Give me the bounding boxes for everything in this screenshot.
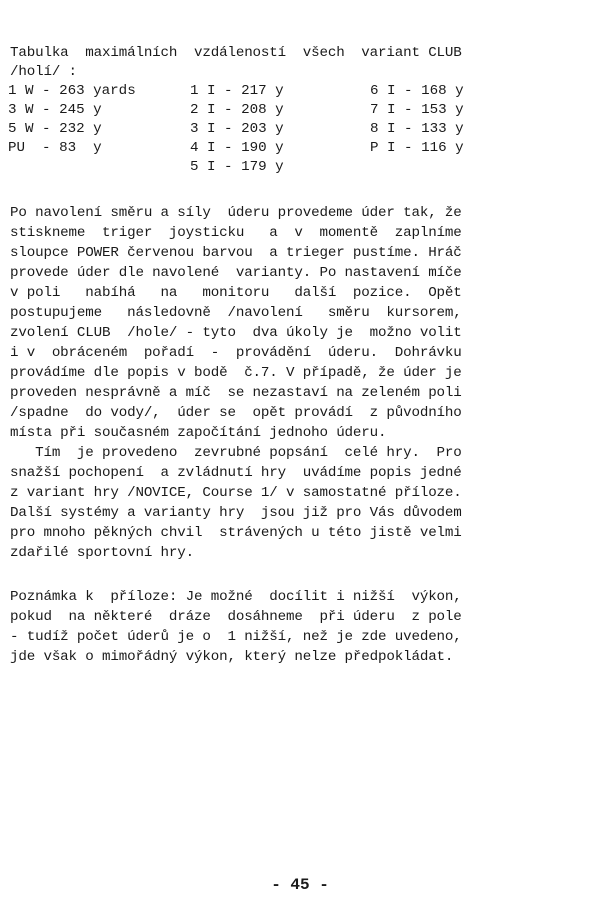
text-line: pro mnoho pěkných chvil strávených u této jistě velmi — [10, 525, 462, 541]
table-cell: 6 I - 168 y — [370, 83, 464, 99]
text-line: provádíme dle popis v bodě č.7. V případě, že úder je — [10, 365, 462, 381]
table-cell: P I - 116 y — [370, 140, 464, 156]
text-line: zdařilé sportovní hry. — [10, 545, 195, 561]
text-line: v poli nabíhá na monitoru další pozice. Opět — [10, 285, 462, 301]
page-number: - 45 - — [271, 876, 329, 894]
table-heading: Tabulka maximálních vzdáleností všech variant CLUB — [10, 45, 462, 61]
text-line: jde však o mimořádný výkon, který nelze předpokládat. — [10, 649, 454, 665]
text-line: snažší pochopení a zvládnutí hry uvádíme popis jedné — [10, 465, 462, 481]
text-line: stiskneme triger joysticku a v momentě zaplníme — [10, 225, 462, 241]
text-line: Poznámka k příloze: Je možné docílit i nižší výkon, — [10, 589, 462, 605]
table-cell: 5 I - 179 y — [190, 159, 284, 175]
text-line: - tudíž počet úderů je o 1 nižší, než je zde uvedeno, — [10, 629, 462, 645]
text-line: z variant hry /NOVICE, Course 1/ v samostatné příloze. — [10, 485, 462, 501]
table-cell: 3 I - 203 y — [190, 121, 284, 137]
text-line: /spadne do vody/, úder se opět provádí z původního — [10, 405, 462, 421]
text-line: i v obráceném pořadí - provádění úderu. Dohrávku — [10, 345, 462, 361]
text-line: Další systémy a varianty hry jsou již pro Vás důvodem — [10, 505, 462, 521]
table-cell: 7 I - 153 y — [370, 102, 464, 118]
table-cell: 1 I - 217 y — [190, 83, 284, 99]
table-cell: 3 W - 245 y — [8, 102, 102, 118]
table-cell: 4 I - 190 y — [190, 140, 284, 156]
table-cell: 2 I - 208 y — [190, 102, 284, 118]
text-line: zvolení CLUB /hole/ - tyto dva úkoly je možno volit — [10, 325, 462, 341]
text-line: Po navolení směru a síly úderu provedeme úder tak, že — [10, 205, 462, 221]
text-line: proveden nesprávně a míč se nezastaví na zeleném poli — [10, 385, 462, 401]
text-line: Tím je provedeno zevrubné popsání celé hry. Pro — [10, 445, 462, 461]
table-heading-cont: /holí/ : — [10, 64, 77, 80]
text-line: provede úder dle navolené varianty. Po nastavení míče — [10, 265, 462, 281]
text-line: pokud na některé dráze dosáhneme při úderu z pole — [10, 609, 462, 625]
text-line: místa při současném započítání jednoho úderu. — [10, 425, 387, 441]
table-cell: 8 I - 133 y — [370, 121, 464, 137]
text-line: postupujeme následovně /navolení směru kursorem, — [10, 305, 462, 321]
text-line: sloupce POWER červenou barvou a trieger pustíme. Hráč — [10, 245, 462, 261]
table-cell: PU - 83 y — [8, 140, 102, 156]
table-cell: 5 W - 232 y — [8, 121, 102, 137]
table-cell: 1 W - 263 yards — [8, 83, 136, 99]
